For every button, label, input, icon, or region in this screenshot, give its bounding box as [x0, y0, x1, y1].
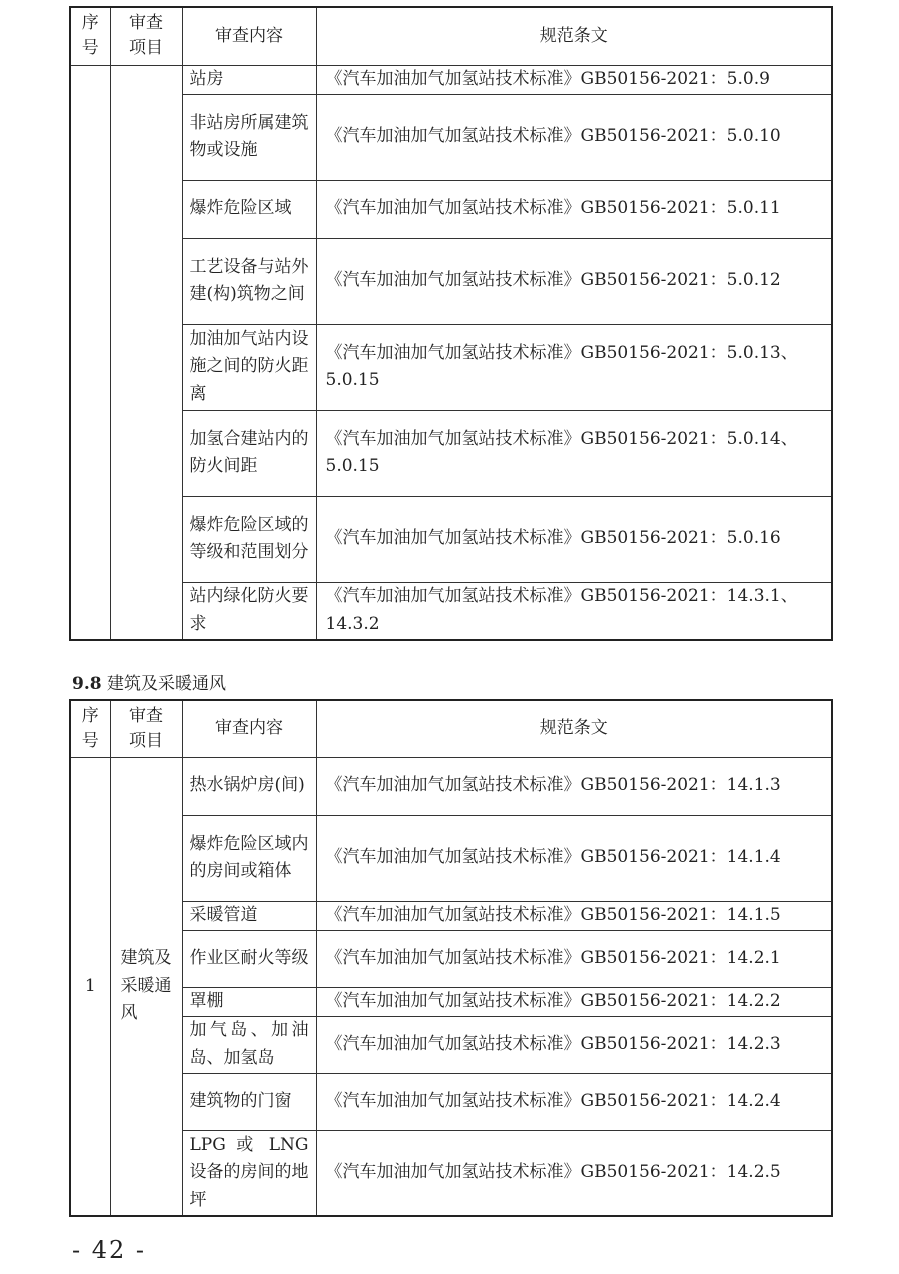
table-row [70, 496, 832, 582]
row-number-cell [70, 65, 110, 640]
building-ventilation-table [69, 699, 833, 1217]
spec-clause: 《汽车加油加气加氢站技术标准》GB50156-2021：14.2.3 [316, 1016, 832, 1073]
review-item-category: 建筑及采暖通风 [110, 757, 182, 1216]
review-content: 非站房所属建筑物或设施 [182, 94, 316, 180]
section-number: 9.8 [72, 674, 102, 694]
spec-clause: 《汽车加油加气加氢站技术标准》GB50156-2021：14.2.4 [316, 1073, 832, 1130]
table-row [70, 930, 832, 987]
table-row [70, 1073, 832, 1130]
header-item: 审查项目 [110, 7, 182, 65]
section-name: 建筑及采暖通风 [106, 674, 226, 694]
table-header-row [70, 700, 832, 757]
table-row [70, 757, 832, 815]
spec-clause: 《汽车加油加气加氢站技术标准》GB50156-2021：14.2.2 [316, 987, 832, 1016]
spec-clause: 《汽车加油加气加氢站技术标准》GB50156-2021：5.0.10 [316, 94, 832, 180]
review-content: 加气岛、加油岛、加氢岛 [182, 1016, 316, 1073]
review-content: 站内绿化防火要求 [182, 582, 316, 640]
header-content: 审查内容 [182, 700, 316, 757]
spec-clause: 《汽车加油加气加氢站技术标准》GB50156-2021：5.0.12 [316, 238, 832, 324]
review-content: 加氢合建站内的防火间距 [182, 410, 316, 496]
header-spec: 规范条文 [316, 7, 832, 65]
review-content: 工艺设备与站外建(构)筑物之间 [182, 238, 316, 324]
spec-clause: 《汽车加油加气加氢站技术标准》GB50156-2021：5.0.11 [316, 180, 832, 238]
spec-clause: 《汽车加油加气加氢站技术标准》GB50156-2021：5.0.14、5.0.15 [316, 410, 832, 496]
spec-clause: 《汽车加油加气加氢站技术标准》GB50156-2021：14.3.1、14.3.2 [316, 582, 832, 640]
header-content: 审查内容 [182, 7, 316, 65]
spec-clause: 《汽车加油加气加氢站技术标准》GB50156-2021：5.0.16 [316, 496, 832, 582]
table-row [70, 815, 832, 901]
header-no: 序号 [70, 7, 110, 65]
table-header-row [70, 7, 832, 65]
header-no: 序号 [70, 700, 110, 757]
table-row [70, 65, 832, 94]
table-row [70, 987, 832, 1016]
review-content: 站房 [182, 65, 316, 94]
table-row [70, 901, 832, 930]
table-row [70, 1016, 832, 1073]
spec-clause: 《汽车加油加气加氢站技术标准》GB50156-2021：14.2.5 [316, 1130, 832, 1216]
review-content: 采暖管道 [182, 901, 316, 930]
table-row [70, 1130, 832, 1216]
review-table-continued [69, 6, 833, 641]
spec-clause: 《汽车加油加气加氢站技术标准》GB50156-2021：5.0.13、5.0.15 [316, 324, 832, 410]
table-row [70, 238, 832, 324]
review-content: 加油加气站内设施之间的防火距离 [182, 324, 316, 410]
spec-clause: 《汽车加油加气加氢站技术标准》GB50156-2021：14.2.1 [316, 930, 832, 987]
review-content: 热水锅炉房(间) [182, 757, 316, 815]
review-content: 罩棚 [182, 987, 316, 1016]
page-number: - 42 - [72, 1236, 147, 1264]
table-row [70, 180, 832, 238]
section-title [72, 672, 226, 696]
table-row [70, 582, 832, 640]
review-content: 作业区耐火等级 [182, 930, 316, 987]
review-content: 建筑物的门窗 [182, 1073, 316, 1130]
spec-clause: 《汽车加油加气加氢站技术标准》GB50156-2021：5.0.9 [316, 65, 832, 94]
spec-clause: 《汽车加油加气加氢站技术标准》GB50156-2021：14.1.5 [316, 901, 832, 930]
spec-clause: 《汽车加油加气加氢站技术标准》GB50156-2021：14.1.4 [316, 815, 832, 901]
row-number: 1 [70, 757, 110, 1216]
header-item: 审查项目 [110, 700, 182, 757]
review-content: LPG 或 LNG 设备的房间的地坪 [182, 1130, 316, 1216]
table-row [70, 94, 832, 180]
review-content: 爆炸危险区域的等级和范围划分 [182, 496, 316, 582]
table-row [70, 410, 832, 496]
review-content: 爆炸危险区域 [182, 180, 316, 238]
review-content: 爆炸危险区域内的房间或箱体 [182, 815, 316, 901]
review-item-cell [110, 65, 182, 640]
spec-clause: 《汽车加油加气加氢站技术标准》GB50156-2021：14.1.3 [316, 757, 832, 815]
header-spec: 规范条文 [316, 700, 832, 757]
table-row [70, 324, 832, 410]
